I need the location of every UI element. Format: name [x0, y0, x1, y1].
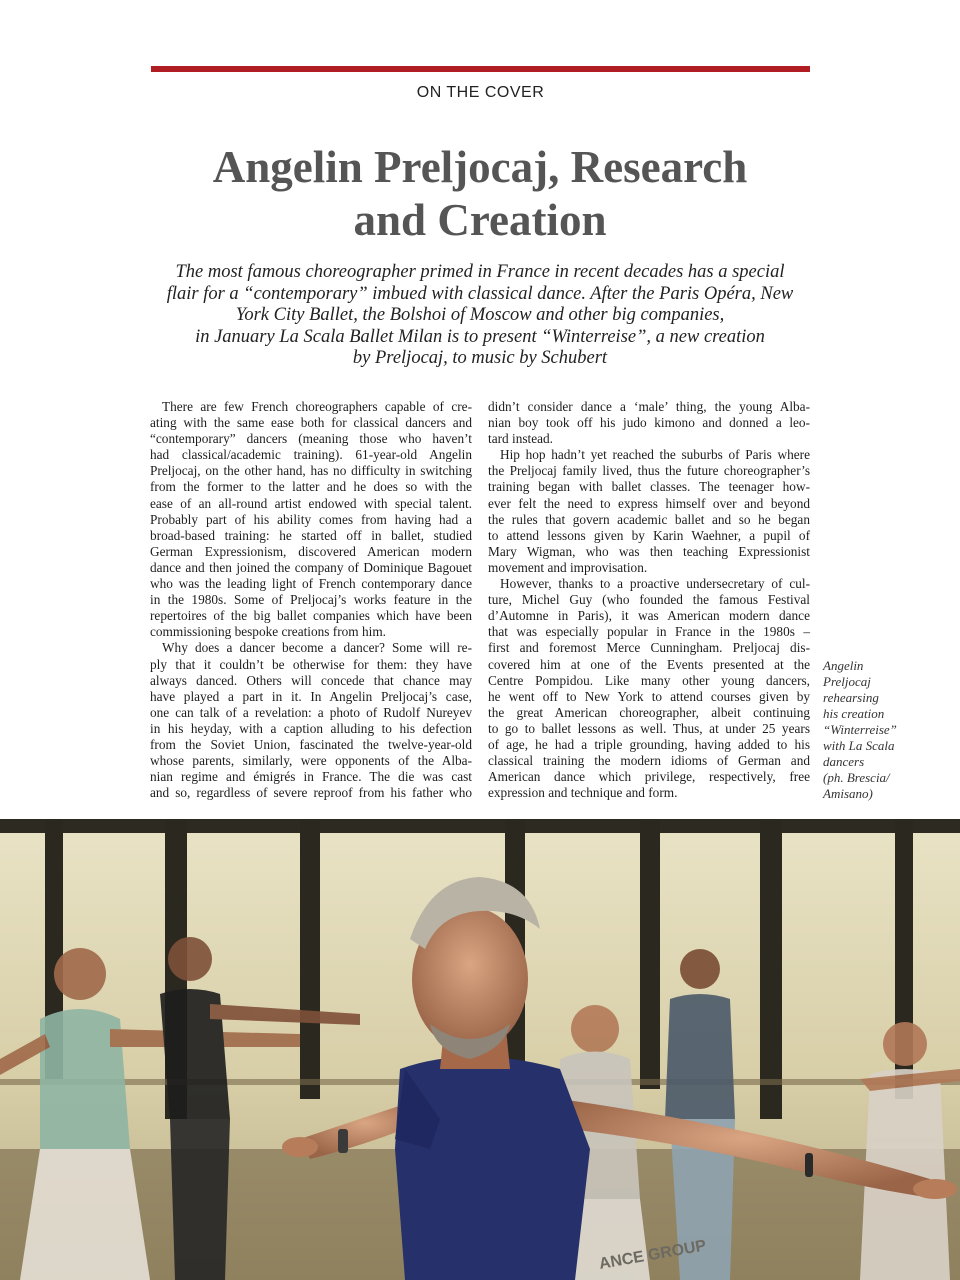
body-line: and so, regardless of severe reproof from his father who [150, 785, 472, 801]
body-line: one can talk of a revelation: a photo of Rudolf Nureyev [150, 704, 472, 720]
caption-line: rehearsing [823, 690, 879, 705]
body-line: from the former to the latter and he does so with the [150, 479, 472, 495]
body-line: d’Automne in Paris), it was American modern dance [488, 608, 810, 624]
caption-line: “Winterreise” [823, 722, 897, 737]
body-line: have played a part in it. In Angelin Preljocaj’s case, [150, 688, 472, 704]
caption-line: Angelin [823, 658, 864, 673]
standfirst-line: in January La Scala Ballet Milan is to present “Winterreise”, a new creation [195, 326, 765, 347]
body-line: training began with ballet classes. The teenager how- [488, 479, 810, 495]
caption-line: Amisano) [823, 786, 873, 801]
body-line: movement and improvisation. [488, 559, 648, 575]
body-line: Why does a dancer become a dancer? Some will re- [162, 640, 472, 656]
body-line: American dance which privilege, respectively, free [488, 769, 810, 785]
body-line: the rules that govern academic ballet and so he began [488, 511, 810, 527]
body-line: German Expressionism, discovered American modern [150, 543, 472, 559]
body-line: nian boy took off his judo kimono and donned a leo- [488, 415, 810, 431]
body-line: had classical/academic training). 61-year-old Angelin [150, 447, 472, 463]
body-line: There are few French choreographers capable of cre- [162, 399, 472, 414]
standfirst-line: flair for a “contemporary” imbued with classical dance. After the Paris Opéra, New [166, 283, 794, 304]
section-label: ON THE COVER [416, 84, 545, 101]
standfirst-line: by Preljocaj, to music by Schubert [352, 348, 608, 369]
body-line: in his heyday, with a caption alluding to his defection [150, 720, 472, 736]
body-line: “contemporary” dancers (meaning those who haven’t [150, 431, 472, 447]
article-title [120, 141, 840, 247]
body-line: that was especially popular in France in the 1980s – [488, 624, 810, 640]
body-line: in the 1980s. Some of Preljocaj’s works feature in the [150, 592, 472, 608]
body-line: to attend lessons given by Karin Waehner, a pupil of [488, 527, 810, 543]
body-line: whose parents, similarly, were opponents of the Alba- [150, 753, 472, 769]
caption-line: dancers [823, 754, 865, 769]
body-line: the Preljocaj family lived, thus the future choreographer’s [488, 463, 810, 479]
body-column-left [150, 399, 472, 801]
body-line: Preljocaj, on the other hand, has no difficulty in switching [150, 463, 472, 479]
body-line: to go to ballet lessons as well. Thus, at under 25 years [488, 720, 810, 736]
body-line: commissioning bespoke creations from him. [150, 624, 386, 640]
body-line: covered him at one of the Events presented at the [488, 656, 810, 672]
body-line: Mary Wigman, who was then teaching Expressionist [488, 543, 810, 559]
body-line: always danced. Others will concede that chance may [150, 672, 472, 688]
body-line: Hip hop hadn’t yet reached the suburbs of Paris where [500, 447, 810, 463]
body-line: expression and technique and form. [488, 785, 678, 801]
body-line: ever felt the need to express himself over and beyond [488, 495, 810, 511]
body-line: tard instead. [488, 431, 553, 447]
body-line: first and foremost Merce Cunningham. Preljocaj dis- [488, 640, 810, 656]
caption-line: with La Scala [823, 738, 895, 753]
body-line: ease of an all-round artist endowed with special talent. [150, 495, 472, 511]
caption-line: Preljocaj [823, 674, 871, 689]
body-line: didn’t consider dance a ‘male’ thing, the young Alba- [488, 399, 810, 414]
body-line: Probably part of his ability comes from having had a [150, 511, 472, 527]
body-line: ture, Michel Guy (who founded the famous Festival [488, 592, 810, 608]
title-line: and Creation [353, 195, 607, 245]
body-line: the great American choreographer, albeit continuing [488, 704, 810, 720]
rehearsal-photo-illustration [0, 819, 960, 1280]
body-line: of age, he had a triple grounding, having added to his [488, 736, 810, 752]
title-line: Angelin Preljocaj, Research [212, 142, 748, 192]
caption-line: (ph. Brescia/ [823, 770, 890, 785]
standfirst [130, 262, 830, 370]
body-line: Centre Pompidou. Like many other young dancers, [488, 672, 810, 688]
body-line: ating with the same ease both for classical dancers and [150, 415, 472, 431]
body-line: nian regime and émigrés in France. The die was cast [150, 769, 472, 785]
standfirst-line: The most famous choreographer primed in France in recent decades has a special [175, 262, 785, 282]
caption-line: his creation [823, 706, 885, 721]
body-line: from the Soviet Union, fascinated the twelve-year-old [150, 736, 472, 752]
body-line: broad-based training: he started off in ballet, studied [150, 527, 472, 543]
photo-caption [823, 658, 923, 802]
body-line: he went off to New York to attend courses given by [488, 688, 810, 704]
body-line: ply that it couldn’t be otherwise for them: they have [150, 656, 472, 672]
body-line: repertoires of the big ballet companies which have been [150, 608, 472, 624]
standfirst-line: York City Ballet, the Bolshoi of Moscow and other big companies, [235, 305, 725, 326]
body-line: However, thanks to a proactive undersecretary of cul- [500, 576, 810, 592]
body-line: dance and then joined the company of Dominique Bagouet [150, 559, 472, 575]
shirt-print-text: ANCE GROUP [597, 1237, 708, 1273]
body-line: classical training the modern idioms of German and [488, 753, 810, 769]
rehearsal-photo [0, 819, 960, 1280]
body-column-right [488, 399, 810, 801]
top-red-rule [151, 66, 810, 72]
body-line: who was the leading light of French contemporary dance [150, 576, 472, 592]
